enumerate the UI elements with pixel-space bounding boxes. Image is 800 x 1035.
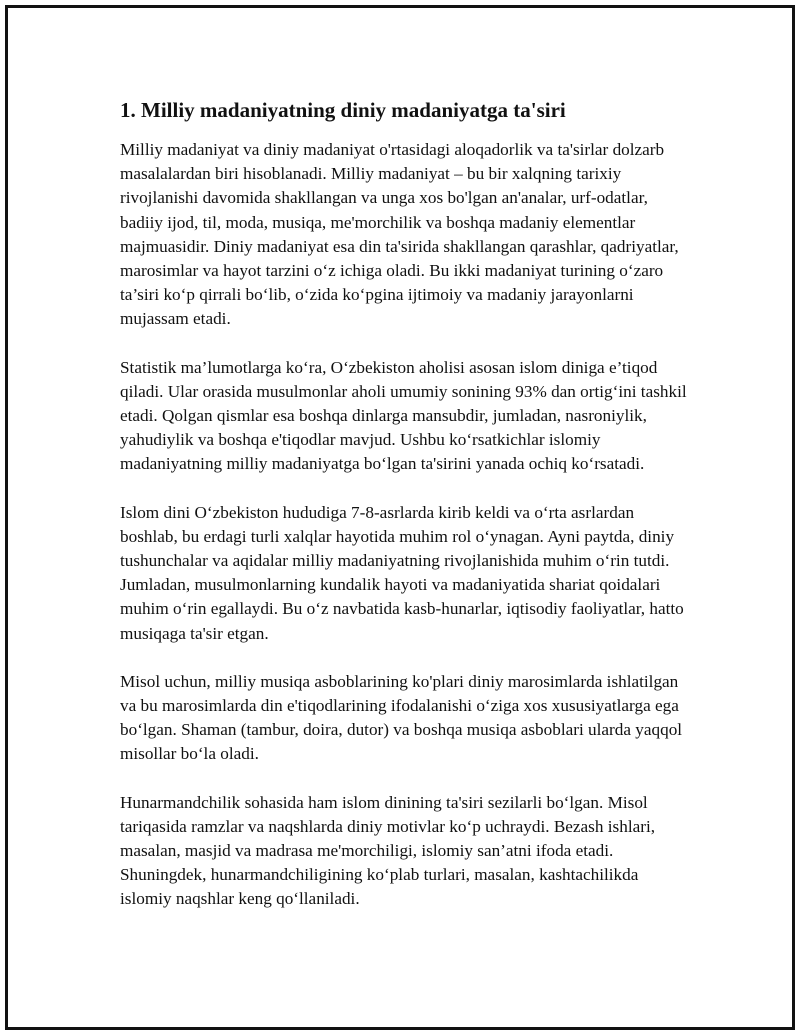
section-heading: 1. Milliy madaniyatning diniy madaniyatga ta'siri — [120, 98, 566, 122]
paragraph-crafts: Hunarmandchilik sohasida ham islom dinining ta'siri sezilarli bo‘lgan. Misol tariqasida ramzlar va naqshlarda diniy motivlar ko‘p uchraydi. Bezash ishlari, masalan, masjid va madrasa me'morchiligi, islomiy san’atni ifoda etadi. Shuningdek, hunarmandchiligining ko‘plab turlari, masalan, kashtachilikda islomiy naqshlar keng qo‘llaniladi. — [120, 792, 656, 909]
paragraph-music: Misol uchun, milliy musiqa asboblarining ko'plari diniy marosimlarda ishlatilgan va bu marosimlarda din e'tiqodlarining ifodalanishi o‘ziga xos xususiyatlarga ega bo‘lgan. Shaman (tambur, doira, dutor) va boshqa musiqa asboblari ularda yaqqol misollar bo‘la oladi. — [120, 671, 683, 764]
paragraph-islam-history: Islom dini O‘zbekiston hududiga 7-8-asrlarda kirib keldi va o‘rta asrlardan boshlab, bu erdagi turli xalqlar hayotida muhim rol o‘ynagan. Ayni paytda, diniy tushunchalar va aqidalar milliy madaniyatning rivojlanishida muhim o‘rin tutdi. Jumladan, musulmonlarning kundalik hayoti va madaniyatida shariat qoidalari muhim o‘rin egallaydi. Bu o‘z navbatida kasb-hunarlar, iqtisodiy faoliyatlar, hatto musiqaga ta'sir etgan. — [120, 502, 684, 643]
document-body — [120, 96, 690, 936]
paragraph-intro: Milliy madaniyat va diniy madaniyat o'rtasidagi aloqadorlik va ta'sirlar dolzarb masalalardan biri hisoblanadi. Milliy madaniyat – bu bir xalqning tarixiy rivojlanishi davomida shakllangan va unga xos bo'lgan an'analar, urf-odatlar, badiiy ijod, til, moda, musiqa, me'morchilik va boshqa madaniy elementlar majmuasidir. Diniy madaniyat esa din ta'sirida shakllangan qarashlar, qadriyatlar, marosimlar va hayot tarzini o‘z ichiga oladi. Bu ikki madaniyat turining o‘zaro ta’siri ko‘p qirrali bo‘lib, o‘zida ko‘pgina ijtimoiy va madaniy jarayonlarni mujassam etadi. — [120, 140, 679, 329]
document-page — [5, 5, 795, 1030]
paragraph-statistics: Statistik ma’lumotlarga ko‘ra, O‘zbekiston aholisi asosan islom diniga e’tiqod qiladi. Ular orasida musulmonlar aholi umumiy sonining 93% dan ortig‘ini tashkil etadi. Qolgan qismlar esa boshqa dinlarga mansubdir, jumladan, nasroniylik, yahudiylik va boshqa e'tiqodlar mavjud. Ushbu ko‘rsatkichlar islomiy madaniyatning milliy madaniyatga bo‘lgan ta'sirini yanada ochiq ko‘rsatadi. — [120, 357, 687, 474]
